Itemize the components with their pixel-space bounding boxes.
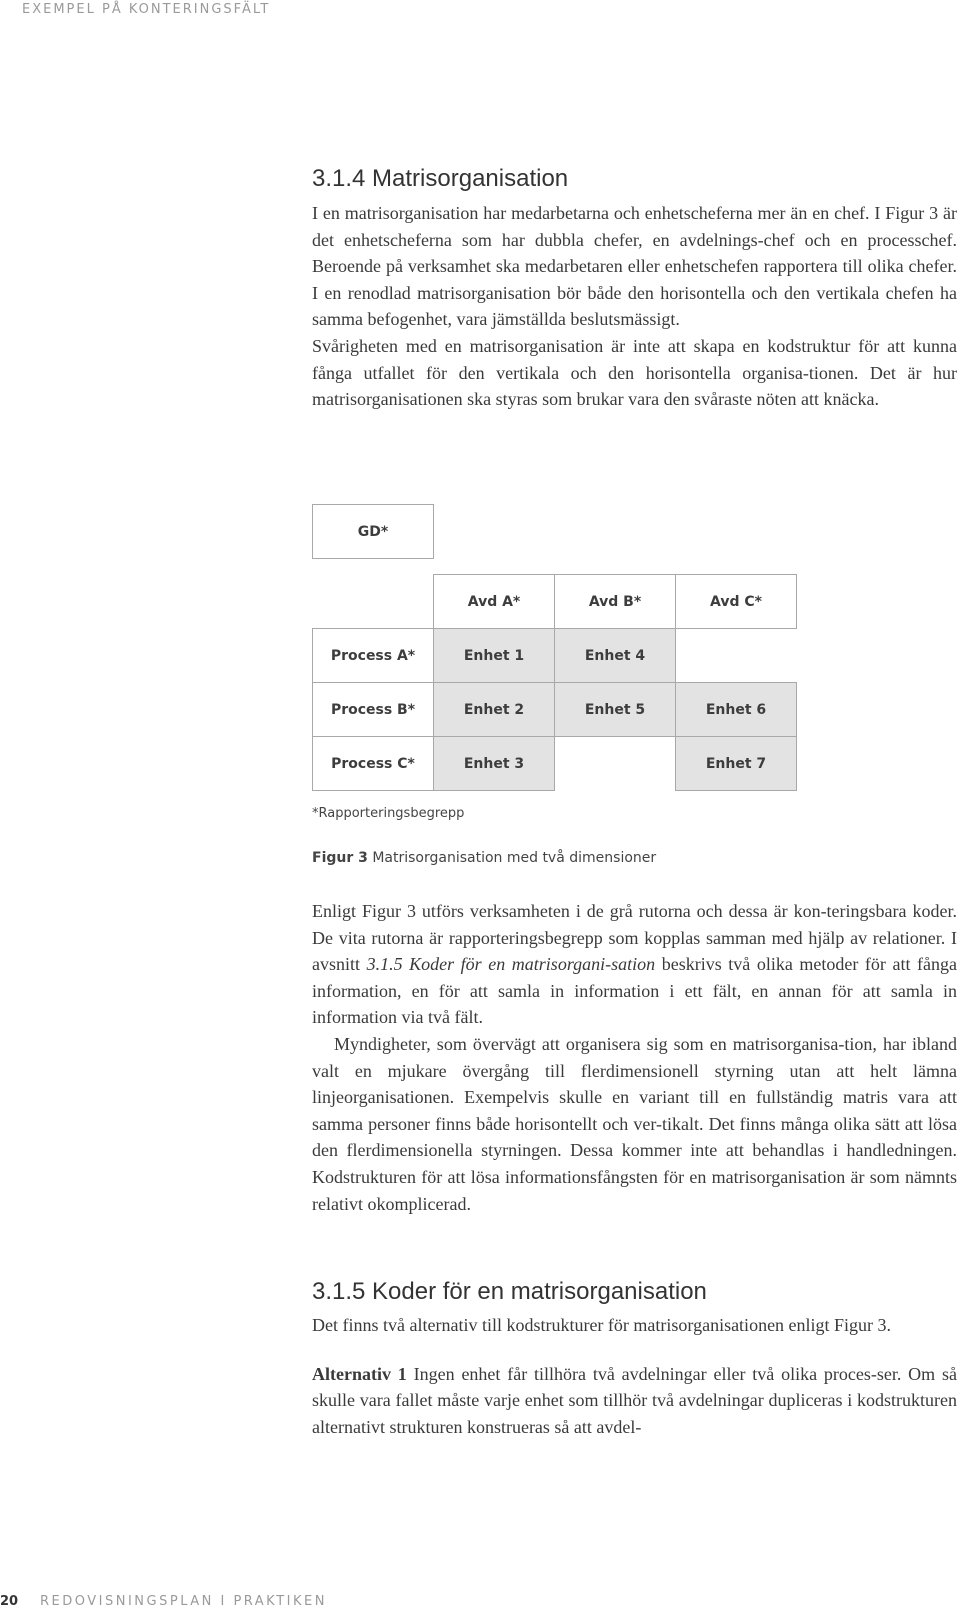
section-reference: 3.1.5 Koder för en matrisorgani-sation [366,954,656,975]
figure-caption [312,850,656,866]
caption-label: Figur 3 [312,850,368,866]
figure-footnote: *Rapporteringsbegrepp [312,806,465,821]
row-header-process-c: Process C* [312,736,434,791]
section-heading-3-1-4: 3.1.4 Matrisorganisation [312,165,569,192]
paragraph: Svårigheten med en matrisorganisation är inte att skapa en kodstruktur för att kunna fånga utfallet för den vertikala och den horisontella organisa-tionen. Det är hur matrisorganisationen ska styras som brukar vara den svåraste nöten att knäcka. [312,335,957,410]
column-header-avd-c: Avd C* [675,574,797,629]
gd-box: GD* [312,504,434,559]
row-header-process-a: Process A* [312,628,434,683]
matrix-cell-enhet-2: Enhet 2 [433,682,555,737]
column-header-avd-a: Avd A* [433,574,555,629]
section-heading-3-1-5: 3.1.5 Koder för en matrisorganisation [312,1278,707,1305]
matrix-cell-enhet-5: Enhet 5 [554,682,676,737]
text-run: beskrivs två olika metoder för att fånga information, en för att samla in information i ett fält, en annan för att samla in information via två fält. [312,954,957,1028]
matrix-cell-enhet-3: Enhet 3 [433,736,555,791]
paragraph [312,898,957,1031]
matrix-cell-enhet-4: Enhet 4 [554,628,676,683]
matrix-cell-enhet-6: Enhet 6 [675,682,797,737]
alternative-label: Alternativ 1 [312,1363,407,1384]
text-run: Enligt Figur 3 utförs verksamheten i de grå rutorna och dessa är kon-teringsbara koder. De vita rutorna är rapporteringsbegrepp som kopplas samman med hjälp av relationer. I avsnitt [312,901,957,975]
caption-text: Matrisorganisation med två dimensioner [367,850,657,866]
column-header-avd-b: Avd B* [554,574,676,629]
after-figure-body [312,898,957,1217]
paragraph: Myndigheter, som övervägt att organisera sig som en matrisorganisa-tion, har ibland valt en mjukare övergång till flerdimensionell styrning utan att helt lämna linjeorganisationen. Exempelvis skulle en variant till en fullständig matris vara att samma personer finns både horisontellt och ver-tikalt. Det finns många olika sätt att lösa den flerdimensionella styrningen. Dessa kommer inte att behandlas i handledningen. Kodstrukturen för att lösa informationsfångsten för en matrisorganisation är som nämnts relativt okomplicerad. [312,1033,957,1214]
paragraph: Det finns två alternativ till kodstrukturer för matrisorganisationen enligt Figur 3. [312,1315,892,1335]
section-3-1-4-body [312,200,957,413]
running-head: EXEMPEL PÅ KONTERINGSFÄLT [22,2,271,17]
matrix-cell-enhet-1: Enhet 1 [433,628,555,683]
footer-title: REDOVISNINGSPLAN I PRAKTIKEN [40,1594,327,1609]
paragraph [312,1361,957,1441]
row-header-process-b: Process B* [312,682,434,737]
paragraph: I en matrisorganisation har medarbetarna och enhetscheferna mer än en chef. I Figur 3 är det enhetscheferna som har dubbla chefer, en avdelnings-chef och en processchef. Beroende på verksamhet ska medarbetaren eller enhetschefen rapportera till olika chefer. I en renodlad matrisorganisation bör både den horisontella och den vertikala chefen ha samma befogenhet, vara jämställda beslutsmässigt. [312,203,957,330]
text-run: Ingen enhet får tillhöra två avdelningar eller två olika proces-ser. Om så skulle vara fallet måste varje enhet som tillhör två avdelningar dupliceras i kodstrukturen alternativt strukturen konstrueras så att avdel- [312,1363,957,1437]
matrix-cell-enhet-7: Enhet 7 [675,736,797,791]
page-number: 20 [0,1594,19,1609]
section-3-1-5-body [312,1312,957,1440]
